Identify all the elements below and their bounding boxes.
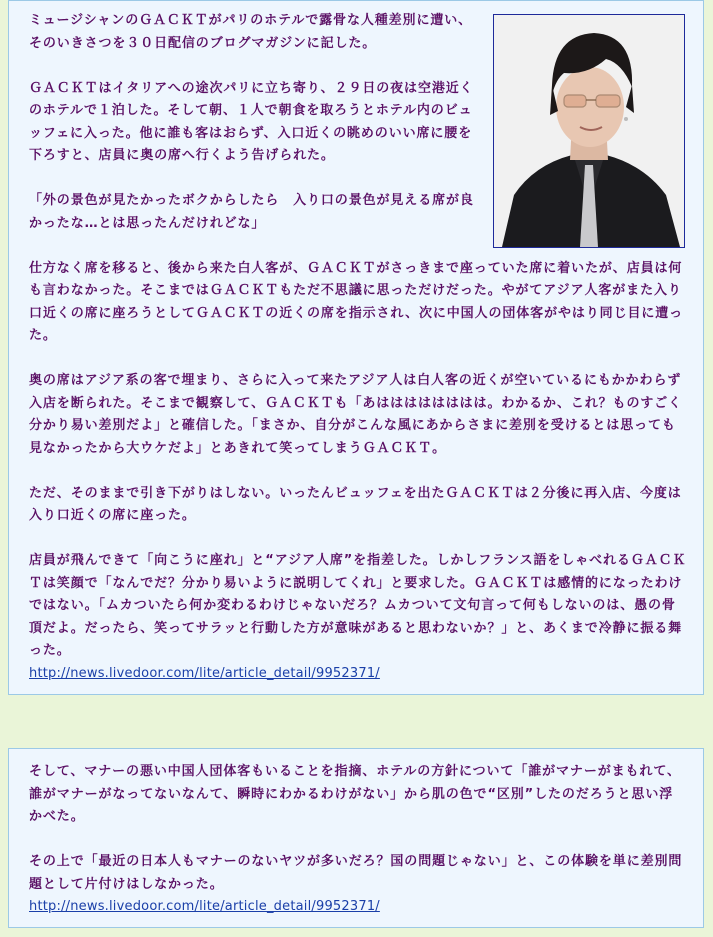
article-quote-paragraph: 「外の景色が見たかったボクからしたら 入り口の景色が見える席が良かったな…とは思ったんだけれどな」 (29, 193, 474, 231)
source-link[interactable]: http://news.livedoor.com/lite/article_detail/9952371/ (29, 665, 380, 681)
portrait-photo (493, 14, 685, 248)
followup-paragraph: その上で「最近の日本人もマナーのないヤツが多いだろ？国の問題じゃない」と、この体験を単に差別問題として片付けはしなかった。 (29, 854, 683, 892)
article-paragraph: ただ、そのままで引き下がりはしない。いったんビュッフェを出たＧＡＣＫＴは２分後に再入店、今度は入り口近くの席に座った。 (29, 485, 682, 523)
article-paragraph: ＧＡＣＫＴはイタリアへの途次パリに立ち寄り、２９日の夜は空港近くのホテルで１泊した。そして朝、１人で朝食を取ろうとホテル内のビュッフェに入った。他に誰も客はおらず、入口近くの眺めのいい席に腰を下ろすと、店員に奥の席へ行くよう告げられた。 (29, 80, 474, 163)
source-link[interactable]: http://news.livedoor.com/lite/article_detail/9952371/ (29, 899, 380, 914)
article-paragraph: 仕方なく席を移ると、後から来た白人客が、ＧＡＣＫＴがさっきまで座っていた席に着いたが、店員は何も言わなかった。そこまではＧＡＣＫＴもただ不思議に思っただけだった。やがてアジア人客がまた入り口近くの席に座ろうとしてＧＡＣＫＴの近くの席を指示され、次に中国人の団体客がやはり同じ目に遭った。 (29, 260, 684, 343)
article-paragraph: ミュージシャンのＧＡＣＫＴがパリのホテルで露骨な人種差別に遭い、そのいきさつを３０日配信のブログマガジンに記した。 (29, 13, 473, 51)
article-paragraph: 奥の席はアジア系の客で埋まり、さらに入って来たアジア人は白人客の近くが空いているにもかかわらず入店を断られた。そこまで観察して、ＧＡＣＫＴも「あはははははははは。わかるか、これ？ものすごく分かり易い差別だよ」と確信した。「まさか、自分がこんな風にあからさまに差別を受けるとは思っても見なかったから大ウケだよ」とあきれて笑ってしまうＧＡＣＫＴ。 (29, 373, 683, 456)
article-paragraph: 店員が飛んできて「向こうに座れ」と“アジア人席”を指差した。しかしフランス語をしゃべれるＧＡＣＫＴは笑顔で「なんでだ？分かり易いように説明してくれ」と要求した。ＧＡＣＫＴは感情的になったわけではない。「ムカついたら何か変わるわけじゃないだろ？ムカついて文句言って何もしないのは、愚の骨頂だよ。だったら、笑ってサラッと行動した方が意味があると思わないか？」と、あくまで冷静に振る舞った。 (29, 553, 687, 658)
followup-quote-box (8, 748, 704, 928)
portrait-illustration (494, 15, 684, 247)
followup-paragraph: そして、マナーの悪い中国人団体客もいることを指摘、ホテルの方針について「誰がマナーがまもれて、誰がマナーがなってないなんて、瞬時にわかるわけがない」から肌の色で“区別”したのだろうと思い浮かべた。 (29, 764, 681, 824)
article-quote-box (8, 0, 704, 695)
